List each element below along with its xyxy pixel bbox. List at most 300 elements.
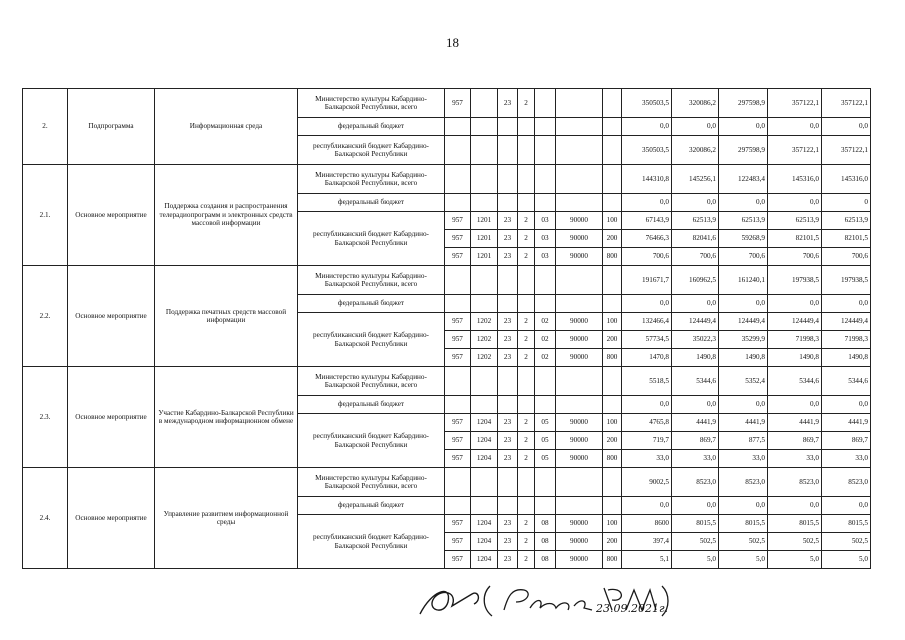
cell-pp — [518, 367, 535, 396]
cell-pp — [518, 118, 535, 136]
cell-rz: 1202 — [471, 331, 498, 349]
cell-rz: 1204 — [471, 515, 498, 533]
cell-om: 08 — [535, 515, 556, 533]
cell-om — [535, 194, 556, 212]
cell-direction: 90000 — [556, 331, 603, 349]
table-row — [23, 367, 871, 396]
cell-rz — [471, 194, 498, 212]
cell-gp: 23 — [498, 331, 518, 349]
cell-amount: 1490,8 — [768, 349, 822, 367]
cell-rz: 1204 — [471, 414, 498, 432]
cell-amount: 191671,7 — [622, 266, 672, 295]
cell-pp — [518, 165, 535, 194]
cell-amount: 67143,9 — [622, 212, 672, 230]
cell-gp: 23 — [498, 248, 518, 266]
cell-om: 08 — [535, 551, 556, 569]
cell-amount: 33,0 — [672, 450, 719, 468]
cell-amount: 124449,4 — [768, 313, 822, 331]
cell-vr: 800 — [603, 551, 622, 569]
cell-amount: 8015,5 — [822, 515, 871, 533]
cell-amount: 5352,4 — [719, 367, 768, 396]
section-kind: Основное мероприятие — [68, 468, 155, 569]
cell-grbs: 957 — [445, 89, 471, 118]
cell-grbs — [445, 136, 471, 165]
cell-grbs: 957 — [445, 432, 471, 450]
cell-direction: 90000 — [556, 349, 603, 367]
funding-source-label: Министерство культуры Кабардино-Балкарской Республики, всего — [298, 266, 445, 295]
section-kind: Подпрограмма — [68, 89, 155, 165]
cell-amount: 0,0 — [768, 194, 822, 212]
cell-amount: 350503,5 — [622, 136, 672, 165]
cell-amount: 9002,5 — [622, 468, 672, 497]
cell-vr: 200 — [603, 230, 622, 248]
cell-vr — [603, 497, 622, 515]
cell-rz — [471, 165, 498, 194]
funding-source-label: республиканский бюджет Кабардино-Балкарской Республики — [298, 212, 445, 266]
cell-gp: 23 — [498, 551, 518, 569]
cell-amount: 502,5 — [768, 533, 822, 551]
cell-amount: 700,6 — [719, 248, 768, 266]
table-row — [23, 89, 871, 118]
cell-om — [535, 295, 556, 313]
cell-om: 05 — [535, 432, 556, 450]
cell-amount: 502,5 — [672, 533, 719, 551]
section-name: Участие Кабардино-Балкарской Республики в международном информационном обмене — [155, 367, 298, 468]
cell-amount: 33,0 — [622, 450, 672, 468]
funding-source-label: Министерство культуры Кабардино-Балкарской Республики, всего — [298, 89, 445, 118]
cell-amount: 59268,9 — [719, 230, 768, 248]
cell-amount: 144310,8 — [622, 165, 672, 194]
funding-source-label: республиканский бюджет Кабардино-Балкарской Республики — [298, 313, 445, 367]
cell-vr: 800 — [603, 450, 622, 468]
cell-amount: 320086,2 — [672, 136, 719, 165]
cell-vr — [603, 367, 622, 396]
table-row — [23, 266, 871, 295]
cell-rz — [471, 367, 498, 396]
cell-amount: 160962,5 — [672, 266, 719, 295]
cell-amount: 62513,9 — [672, 212, 719, 230]
cell-amount: 320086,2 — [672, 89, 719, 118]
cell-vr: 100 — [603, 313, 622, 331]
cell-amount: 4765,8 — [622, 414, 672, 432]
funding-source-label: федеральный бюджет — [298, 497, 445, 515]
section-number: 2.3. — [23, 367, 68, 468]
cell-amount: 5344,6 — [672, 367, 719, 396]
cell-amount: 357122,1 — [768, 136, 822, 165]
page-number: 18 — [446, 35, 459, 50]
cell-amount: 4441,9 — [768, 414, 822, 432]
cell-direction — [556, 89, 603, 118]
cell-amount: 0,0 — [672, 295, 719, 313]
cell-vr — [603, 118, 622, 136]
cell-pp — [518, 497, 535, 515]
cell-rz — [471, 295, 498, 313]
cell-grbs — [445, 118, 471, 136]
cell-pp: 2 — [518, 551, 535, 569]
cell-amount: 700,6 — [672, 248, 719, 266]
cell-vr — [603, 194, 622, 212]
cell-direction — [556, 118, 603, 136]
cell-vr — [603, 89, 622, 118]
cell-amount: 1470,8 — [622, 349, 672, 367]
cell-amount: 8015,5 — [672, 515, 719, 533]
cell-gp: 23 — [498, 212, 518, 230]
cell-amount: 700,6 — [822, 248, 871, 266]
cell-amount: 33,0 — [719, 450, 768, 468]
cell-gp — [498, 468, 518, 497]
cell-direction — [556, 497, 603, 515]
cell-grbs — [445, 497, 471, 515]
cell-amount: 82101,5 — [822, 230, 871, 248]
cell-om: 02 — [535, 331, 556, 349]
table-row — [23, 165, 871, 194]
cell-gp: 23 — [498, 313, 518, 331]
cell-gp — [498, 194, 518, 212]
cell-amount: 4441,9 — [672, 414, 719, 432]
cell-gp — [498, 136, 518, 165]
cell-pp: 2 — [518, 89, 535, 118]
cell-amount: 1490,8 — [672, 349, 719, 367]
cell-amount: 5344,6 — [768, 367, 822, 396]
cell-om — [535, 165, 556, 194]
cell-pp: 2 — [518, 313, 535, 331]
cell-direction — [556, 367, 603, 396]
section-kind: Основное мероприятие — [68, 165, 155, 266]
cell-grbs — [445, 367, 471, 396]
section-name: Управление развитием информационной среды — [155, 468, 298, 569]
cell-rz — [471, 118, 498, 136]
funding-source-label: Министерство культуры Кабардино-Балкарской Республики, всего — [298, 468, 445, 497]
cell-amount: 0,0 — [768, 118, 822, 136]
cell-grbs — [445, 295, 471, 313]
cell-grbs: 957 — [445, 533, 471, 551]
cell-vr: 800 — [603, 248, 622, 266]
cell-pp — [518, 266, 535, 295]
cell-amount: 0,0 — [719, 497, 768, 515]
cell-amount: 357122,1 — [822, 136, 871, 165]
cell-vr: 100 — [603, 212, 622, 230]
cell-amount: 0,0 — [768, 396, 822, 414]
cell-amount: 0,0 — [622, 118, 672, 136]
cell-amount: 0,0 — [768, 497, 822, 515]
cell-om — [535, 89, 556, 118]
cell-vr — [603, 165, 622, 194]
cell-vr: 200 — [603, 533, 622, 551]
cell-amount: 0,0 — [719, 118, 768, 136]
cell-gp: 23 — [498, 349, 518, 367]
cell-amount: 5,0 — [719, 551, 768, 569]
cell-grbs: 957 — [445, 450, 471, 468]
cell-gp — [498, 295, 518, 313]
funding-source-label: республиканский бюджет Кабардино-Балкарской Республики — [298, 414, 445, 468]
cell-amount: 197938,5 — [822, 266, 871, 295]
section-number: 2.2. — [23, 266, 68, 367]
cell-direction: 90000 — [556, 515, 603, 533]
cell-direction: 90000 — [556, 248, 603, 266]
cell-pp: 2 — [518, 230, 535, 248]
cell-gp — [498, 497, 518, 515]
budget-table — [22, 88, 871, 569]
cell-amount: 62513,9 — [719, 212, 768, 230]
cell-amount: 0,0 — [672, 118, 719, 136]
cell-rz — [471, 266, 498, 295]
cell-vr — [603, 266, 622, 295]
cell-direction: 90000 — [556, 533, 603, 551]
cell-amount: 0,0 — [672, 396, 719, 414]
cell-rz: 1201 — [471, 212, 498, 230]
cell-amount: 0,0 — [672, 194, 719, 212]
cell-pp — [518, 194, 535, 212]
cell-rz: 1201 — [471, 230, 498, 248]
cell-amount: 0,0 — [622, 396, 672, 414]
cell-amount: 35299,9 — [719, 331, 768, 349]
cell-direction: 90000 — [556, 230, 603, 248]
cell-direction: 90000 — [556, 450, 603, 468]
cell-amount: 877,5 — [719, 432, 768, 450]
cell-amount: 8523,0 — [672, 468, 719, 497]
cell-gp: 23 — [498, 414, 518, 432]
cell-pp — [518, 396, 535, 414]
section-name: Поддержка создания и распространения телерадиопрограмм и электронных средств массовой информации — [155, 165, 298, 266]
cell-rz: 1201 — [471, 248, 498, 266]
cell-direction: 90000 — [556, 212, 603, 230]
cell-direction: 90000 — [556, 414, 603, 432]
cell-amount: 8523,0 — [768, 468, 822, 497]
cell-vr: 100 — [603, 414, 622, 432]
cell-rz: 1202 — [471, 349, 498, 367]
cell-amount: 700,6 — [768, 248, 822, 266]
funding-source-label: Министерство культуры Кабардино-Балкарской Республики, всего — [298, 165, 445, 194]
cell-gp: 23 — [498, 89, 518, 118]
cell-amount: 0 — [822, 194, 871, 212]
cell-amount: 76466,3 — [622, 230, 672, 248]
cell-amount: 8523,0 — [719, 468, 768, 497]
funding-source-label: федеральный бюджет — [298, 396, 445, 414]
cell-amount: 57734,5 — [622, 331, 672, 349]
cell-direction: 90000 — [556, 432, 603, 450]
cell-om — [535, 468, 556, 497]
cell-amount: 0,0 — [719, 194, 768, 212]
cell-om: 03 — [535, 248, 556, 266]
cell-amount: 0,0 — [622, 497, 672, 515]
cell-gp: 23 — [498, 230, 518, 248]
cell-amount: 357122,1 — [822, 89, 871, 118]
cell-direction: 90000 — [556, 551, 603, 569]
cell-pp: 2 — [518, 331, 535, 349]
cell-direction — [556, 266, 603, 295]
cell-amount: 350503,5 — [622, 89, 672, 118]
cell-amount: 122483,4 — [719, 165, 768, 194]
cell-direction — [556, 468, 603, 497]
cell-amount: 0,0 — [719, 295, 768, 313]
cell-amount: 8015,5 — [768, 515, 822, 533]
cell-pp: 2 — [518, 248, 535, 266]
cell-amount: 197938,5 — [768, 266, 822, 295]
cell-grbs: 957 — [445, 248, 471, 266]
cell-pp: 2 — [518, 515, 535, 533]
cell-vr — [603, 396, 622, 414]
cell-amount: 5,0 — [822, 551, 871, 569]
cell-grbs: 957 — [445, 349, 471, 367]
cell-om — [535, 396, 556, 414]
cell-direction: 90000 — [556, 313, 603, 331]
cell-om: 02 — [535, 313, 556, 331]
cell-gp — [498, 266, 518, 295]
cell-amount: 0,0 — [822, 295, 871, 313]
cell-amount: 82101,5 — [768, 230, 822, 248]
cell-rz: 1202 — [471, 313, 498, 331]
cell-grbs — [445, 396, 471, 414]
cell-amount: 5,0 — [768, 551, 822, 569]
cell-om — [535, 136, 556, 165]
cell-vr: 200 — [603, 331, 622, 349]
cell-amount: 297598,9 — [719, 136, 768, 165]
cell-amount: 297598,9 — [719, 89, 768, 118]
cell-amount: 33,0 — [822, 450, 871, 468]
cell-rz — [471, 89, 498, 118]
cell-gp: 23 — [498, 450, 518, 468]
cell-amount: 0,0 — [672, 497, 719, 515]
cell-grbs — [445, 194, 471, 212]
cell-vr: 200 — [603, 432, 622, 450]
cell-rz: 1204 — [471, 533, 498, 551]
section-name: Информационная среда — [155, 89, 298, 165]
cell-amount: 145316,0 — [822, 165, 871, 194]
cell-pp: 2 — [518, 432, 535, 450]
cell-grbs: 957 — [445, 331, 471, 349]
funding-source-label: республиканский бюджет Кабардино-Балкарской Республики — [298, 136, 445, 165]
cell-amount: 0,0 — [622, 194, 672, 212]
section-number: 2. — [23, 89, 68, 165]
cell-direction — [556, 165, 603, 194]
cell-amount: 0,0 — [768, 295, 822, 313]
cell-om — [535, 266, 556, 295]
cell-direction — [556, 194, 603, 212]
section-number: 2.1. — [23, 165, 68, 266]
cell-amount: 5,1 — [622, 551, 672, 569]
cell-om: 05 — [535, 414, 556, 432]
cell-amount: 82041,6 — [672, 230, 719, 248]
section-kind: Основное мероприятие — [68, 266, 155, 367]
cell-direction — [556, 396, 603, 414]
cell-vr — [603, 295, 622, 313]
cell-amount: 33,0 — [768, 450, 822, 468]
cell-amount: 145256,1 — [672, 165, 719, 194]
cell-amount: 0,0 — [622, 295, 672, 313]
cell-amount: 397,4 — [622, 533, 672, 551]
cell-pp — [518, 136, 535, 165]
cell-pp: 2 — [518, 212, 535, 230]
cell-amount: 5518,5 — [622, 367, 672, 396]
cell-amount: 145316,0 — [768, 165, 822, 194]
cell-rz — [471, 136, 498, 165]
cell-gp — [498, 165, 518, 194]
cell-amount: 4441,9 — [822, 414, 871, 432]
cell-grbs: 957 — [445, 551, 471, 569]
cell-grbs: 957 — [445, 212, 471, 230]
cell-om — [535, 118, 556, 136]
cell-pp — [518, 468, 535, 497]
cell-amount: 502,5 — [719, 533, 768, 551]
cell-amount: 869,7 — [672, 432, 719, 450]
cell-om: 08 — [535, 533, 556, 551]
cell-gp: 23 — [498, 432, 518, 450]
cell-amount: 8600 — [622, 515, 672, 533]
cell-rz: 1204 — [471, 450, 498, 468]
funding-source-label: республиканский бюджет Кабардино-Балкарской Республики — [298, 515, 445, 569]
cell-pp — [518, 295, 535, 313]
cell-vr: 100 — [603, 515, 622, 533]
cell-amount: 700,6 — [622, 248, 672, 266]
cell-vr — [603, 136, 622, 165]
cell-amount: 5344,6 — [822, 367, 871, 396]
cell-amount: 502,5 — [822, 533, 871, 551]
cell-amount: 71998,3 — [768, 331, 822, 349]
cell-amount: 161240,1 — [719, 266, 768, 295]
cell-amount: 132466,4 — [622, 313, 672, 331]
cell-amount: 124449,4 — [822, 313, 871, 331]
cell-rz — [471, 497, 498, 515]
cell-amount: 0,0 — [822, 396, 871, 414]
cell-gp: 23 — [498, 533, 518, 551]
section-name: Поддержка печатных средств массовой информации — [155, 266, 298, 367]
cell-pp: 2 — [518, 349, 535, 367]
cell-amount: 0,0 — [822, 497, 871, 515]
cell-amount: 869,7 — [768, 432, 822, 450]
cell-om: 05 — [535, 450, 556, 468]
cell-pp: 2 — [518, 450, 535, 468]
cell-amount: 124449,4 — [672, 313, 719, 331]
table-row — [23, 468, 871, 497]
cell-rz: 1204 — [471, 551, 498, 569]
funding-source-label: Министерство культуры Кабардино-Балкарской Республики, всего — [298, 367, 445, 396]
cell-amount: 62513,9 — [768, 212, 822, 230]
cell-amount: 71998,3 — [822, 331, 871, 349]
cell-amount: 62513,9 — [822, 212, 871, 230]
cell-grbs: 957 — [445, 230, 471, 248]
cell-direction — [556, 136, 603, 165]
funding-source-label: федеральный бюджет — [298, 194, 445, 212]
cell-amount: 0,0 — [719, 396, 768, 414]
cell-amount: 4441,9 — [719, 414, 768, 432]
cell-amount: 357122,1 — [768, 89, 822, 118]
funding-source-label: федеральный бюджет — [298, 118, 445, 136]
funding-source-label: федеральный бюджет — [298, 295, 445, 313]
cell-amount: 5,0 — [672, 551, 719, 569]
cell-vr: 800 — [603, 349, 622, 367]
cell-grbs: 957 — [445, 313, 471, 331]
cell-om: 03 — [535, 230, 556, 248]
cell-amount: 0,0 — [822, 118, 871, 136]
cell-amount: 35022,3 — [672, 331, 719, 349]
cell-grbs: 957 — [445, 414, 471, 432]
cell-om: 02 — [535, 349, 556, 367]
table-body — [23, 89, 871, 569]
cell-amount: 8523,0 — [822, 468, 871, 497]
cell-amount: 1490,8 — [822, 349, 871, 367]
cell-amount: 1490,8 — [719, 349, 768, 367]
cell-pp: 2 — [518, 414, 535, 432]
cell-grbs — [445, 165, 471, 194]
cell-amount: 124449,4 — [719, 313, 768, 331]
cell-gp — [498, 367, 518, 396]
cell-rz — [471, 396, 498, 414]
cell-grbs — [445, 468, 471, 497]
cell-amount: 869,7 — [822, 432, 871, 450]
section-kind: Основное мероприятие — [68, 367, 155, 468]
cell-amount: 719,7 — [622, 432, 672, 450]
cell-rz: 1204 — [471, 432, 498, 450]
